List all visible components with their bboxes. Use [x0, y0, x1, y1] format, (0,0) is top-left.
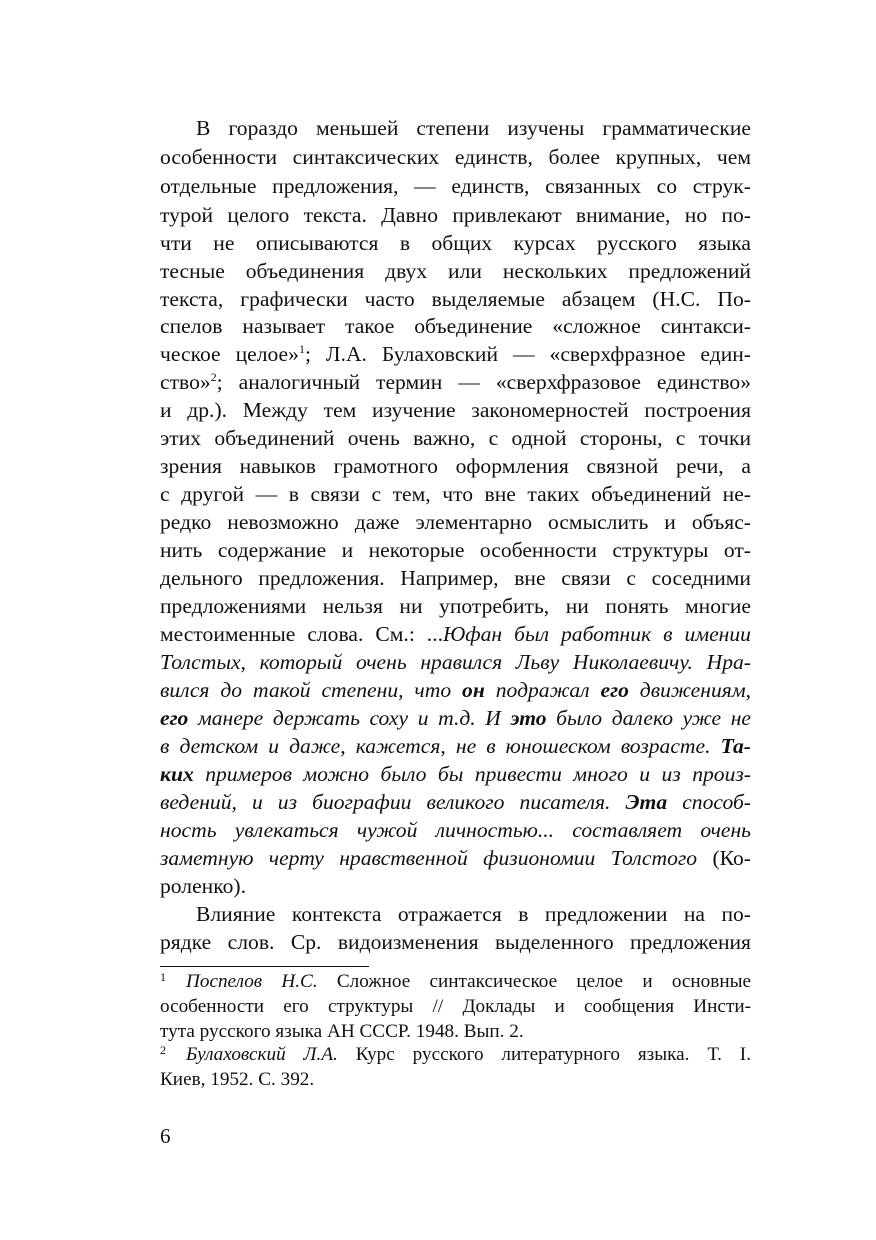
text-line: [160, 929, 751, 956]
text-line: [160, 761, 751, 788]
footnote-author: Булаховский Л.А.: [186, 1044, 338, 1065]
footnote-text: тута русского языка АН СССР. 1948. Вып. 2.: [160, 1021, 524, 1042]
text-span: этих объединений очень важно, с одной стороны, с точки: [160, 426, 751, 450]
highlighted-pronoun: это: [510, 706, 547, 730]
quote-italic: ведений, и из биографии великого писателя.: [160, 790, 626, 814]
text-span: ; Л.А. Булаховский — «сверхфразное един-: [304, 342, 751, 366]
text-span: дельного предложения. Например, вне связи с соседними: [160, 566, 751, 590]
text-span: текста, графически часто выделяемые абзацем (Н.С. По-: [160, 287, 751, 311]
footnote-author: Поспелов Н.С.: [186, 971, 318, 992]
text-line: [160, 649, 751, 676]
text-line: [160, 453, 751, 480]
text-line: [160, 705, 751, 732]
text-line: [160, 873, 751, 900]
text-span: ; аналогичный термин — «сверхфразовое единство»: [216, 370, 751, 394]
text-line: [160, 286, 751, 313]
footnote-text: Киев, 1952. С. 392.: [160, 1069, 315, 1090]
highlighted-pronoun: ких: [160, 762, 194, 786]
text-line: [160, 789, 751, 816]
footnote-1: [160, 970, 751, 994]
quote-italic: вился до такой степени, что: [160, 678, 463, 702]
text-span: Влияние контекста отражается в предложении на по-: [196, 902, 751, 926]
text-span: редко невозможно даже элементарно осмыслить и объяс-: [160, 510, 751, 534]
text-span: нить содержание и некоторые особенности структуры от-: [160, 538, 751, 562]
text-span: (Ко-: [697, 846, 751, 870]
footnote-number: 2: [160, 1043, 166, 1057]
quote-italic: движениям,: [628, 678, 751, 702]
footnote-ref[interactable]: 1: [298, 342, 305, 356]
text-line: [160, 230, 751, 257]
footnote-line: [186, 970, 751, 994]
text-span: отдельные предложения, — единств, связанных со струк-: [160, 174, 751, 198]
text-line: [160, 144, 751, 171]
quote-italic: примеров можно было бы привести много и из произ-: [193, 762, 751, 786]
text-line: [160, 817, 751, 844]
footnote-separator: [160, 966, 369, 967]
footnote-ref[interactable]: 2: [210, 370, 217, 384]
footnote-line: [160, 995, 751, 1019]
highlighted-pronoun: его: [160, 706, 189, 730]
text-line: [160, 425, 751, 452]
quote-italic: ность увлекаться чужой личностью... составляет очень: [160, 818, 751, 842]
text-span: спелов называет такое объединение «сложное синтакси-: [160, 314, 751, 338]
text-span: предложениями нельзя ни употребить, ни понять многие: [160, 594, 751, 618]
text-span: местоименные слова. См.: ...: [160, 622, 443, 646]
text-line: [160, 397, 751, 424]
text-line: [160, 677, 751, 704]
text-span: турой целого текста. Давно привлекают внимание, но по-: [160, 203, 751, 227]
text-line: [160, 173, 751, 200]
page-number: 6: [160, 1124, 171, 1148]
text-span: ческое целое»: [160, 342, 299, 366]
quote-italic: заметную черту нравственной физиономии Толстого: [160, 846, 698, 870]
text-span: зрения навыков грамотного оформления связной речи, а: [160, 454, 751, 478]
footnote-2: [160, 1043, 751, 1067]
text-line: [160, 202, 751, 229]
text-line: [160, 733, 751, 760]
text-span: роленко).: [160, 874, 247, 898]
text-line: [160, 621, 751, 648]
text-line: [160, 313, 751, 340]
highlighted-pronoun: он: [462, 678, 485, 702]
highlighted-pronoun: Та-: [720, 734, 751, 758]
text-span: тесные объединения двух или нескольких предложений: [160, 259, 751, 283]
text-line: [160, 258, 751, 285]
footnote-text: Курс русского литературного языка. Т. I.: [337, 1044, 751, 1065]
text-span: с другой — в связи с тем, что вне таких объединений не-: [160, 482, 751, 506]
quote-italic: было далеко уже не: [546, 706, 751, 730]
highlighted-pronoun: Эта: [625, 790, 668, 814]
text-span: В гораздо меньшей степени изучены грамматические: [196, 116, 751, 140]
text-span: особенности синтаксических единств, более крупных, чем: [160, 145, 751, 169]
text-line: [160, 481, 751, 508]
quote-italic: Юфан был работник в имении: [443, 622, 751, 646]
text-span: чти не описываются в общих курсах русского языка: [160, 231, 751, 255]
text-span: ство»: [160, 370, 211, 394]
text-line: [160, 565, 751, 592]
text-line: [160, 115, 751, 142]
text-span: и др.). Между тем изучение закономерностей построения: [160, 398, 751, 422]
text-line: [160, 341, 751, 368]
quote-italic: способ-: [667, 790, 752, 814]
quote-italic: в детском и даже, кажется, не в юношеском возрасте.: [160, 734, 721, 758]
text-span: рядке слов. Ср. видоизменения выделенного предложения: [160, 930, 751, 954]
footnote-number: 1: [160, 970, 166, 984]
quote-italic: манере держать соху и т.д. И: [188, 706, 511, 730]
footnote-line: [160, 1068, 751, 1092]
text-line: [160, 593, 751, 620]
footnote-text: Сложное синтаксическое целое и основные: [317, 971, 752, 992]
text-line: [160, 509, 751, 536]
quote-italic: подражал: [484, 678, 601, 702]
footnote-text: особенности его структуры // Доклады и сообщения Инсти-: [160, 996, 751, 1017]
text-line: [160, 537, 751, 564]
footnote-line: [160, 1020, 751, 1044]
text-line: [160, 845, 751, 872]
text-line: [160, 369, 751, 396]
quote-italic: Толстых, который очень нравился Льву Николаевичу. Нра-: [160, 650, 751, 674]
highlighted-pronoun: его: [600, 678, 629, 702]
footnote-line: [186, 1043, 751, 1067]
text-line: [160, 901, 751, 928]
